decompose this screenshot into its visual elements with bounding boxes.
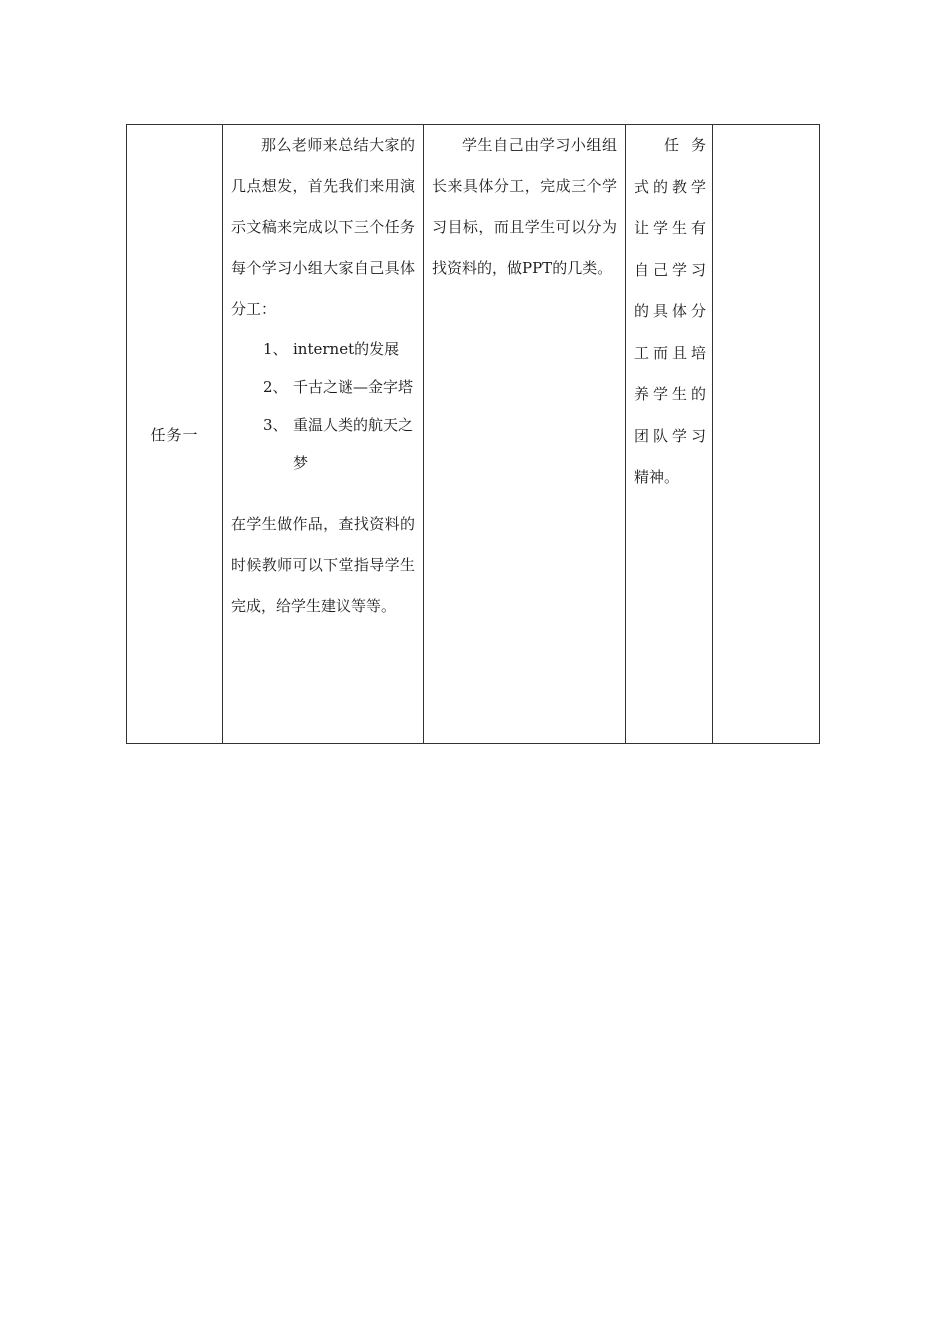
teacher-activity-cell (223, 125, 424, 744)
task-list (223, 330, 423, 482)
blank-cell (713, 125, 820, 744)
student-activity-cell (424, 125, 626, 744)
student-activity: 学生自己由学习小组组长来具体分工，完成三个学习目标，而且学生可以分为找资料的，做PPT的几类。 (432, 136, 617, 277)
teacher-intro: 那么老师来总结大家的几点想发，首先我们来用演示文稿来完成以下三个任务每个学习小组大家自己具体分工： (231, 136, 415, 318)
row-label-cell (127, 125, 223, 744)
task-text: 重温人类的航天之梦 (293, 416, 414, 472)
teacher-guidance: 在学生做作品，查找资料的时候教师可以下堂指导学生完成，给学生建议等等。 (231, 515, 415, 615)
spacer (223, 482, 423, 504)
task-number: 3、 (263, 416, 288, 434)
list-item (263, 406, 415, 482)
task-text: internet的发展 (293, 340, 400, 358)
task-number: 2、 (263, 378, 288, 396)
table-row (127, 125, 820, 744)
list-item (263, 330, 415, 368)
design-intent-cell (626, 125, 713, 744)
lesson-plan-table (126, 124, 820, 744)
task-number: 1、 (263, 340, 288, 358)
row-label: 任务一 (150, 425, 199, 444)
list-item (263, 368, 415, 406)
design-intent: 任务式的教学让学生有自己学习的具体分工而且培养学生的团队学习精神。 (634, 136, 706, 486)
task-text: 千古之谜—金字塔 (293, 378, 414, 396)
